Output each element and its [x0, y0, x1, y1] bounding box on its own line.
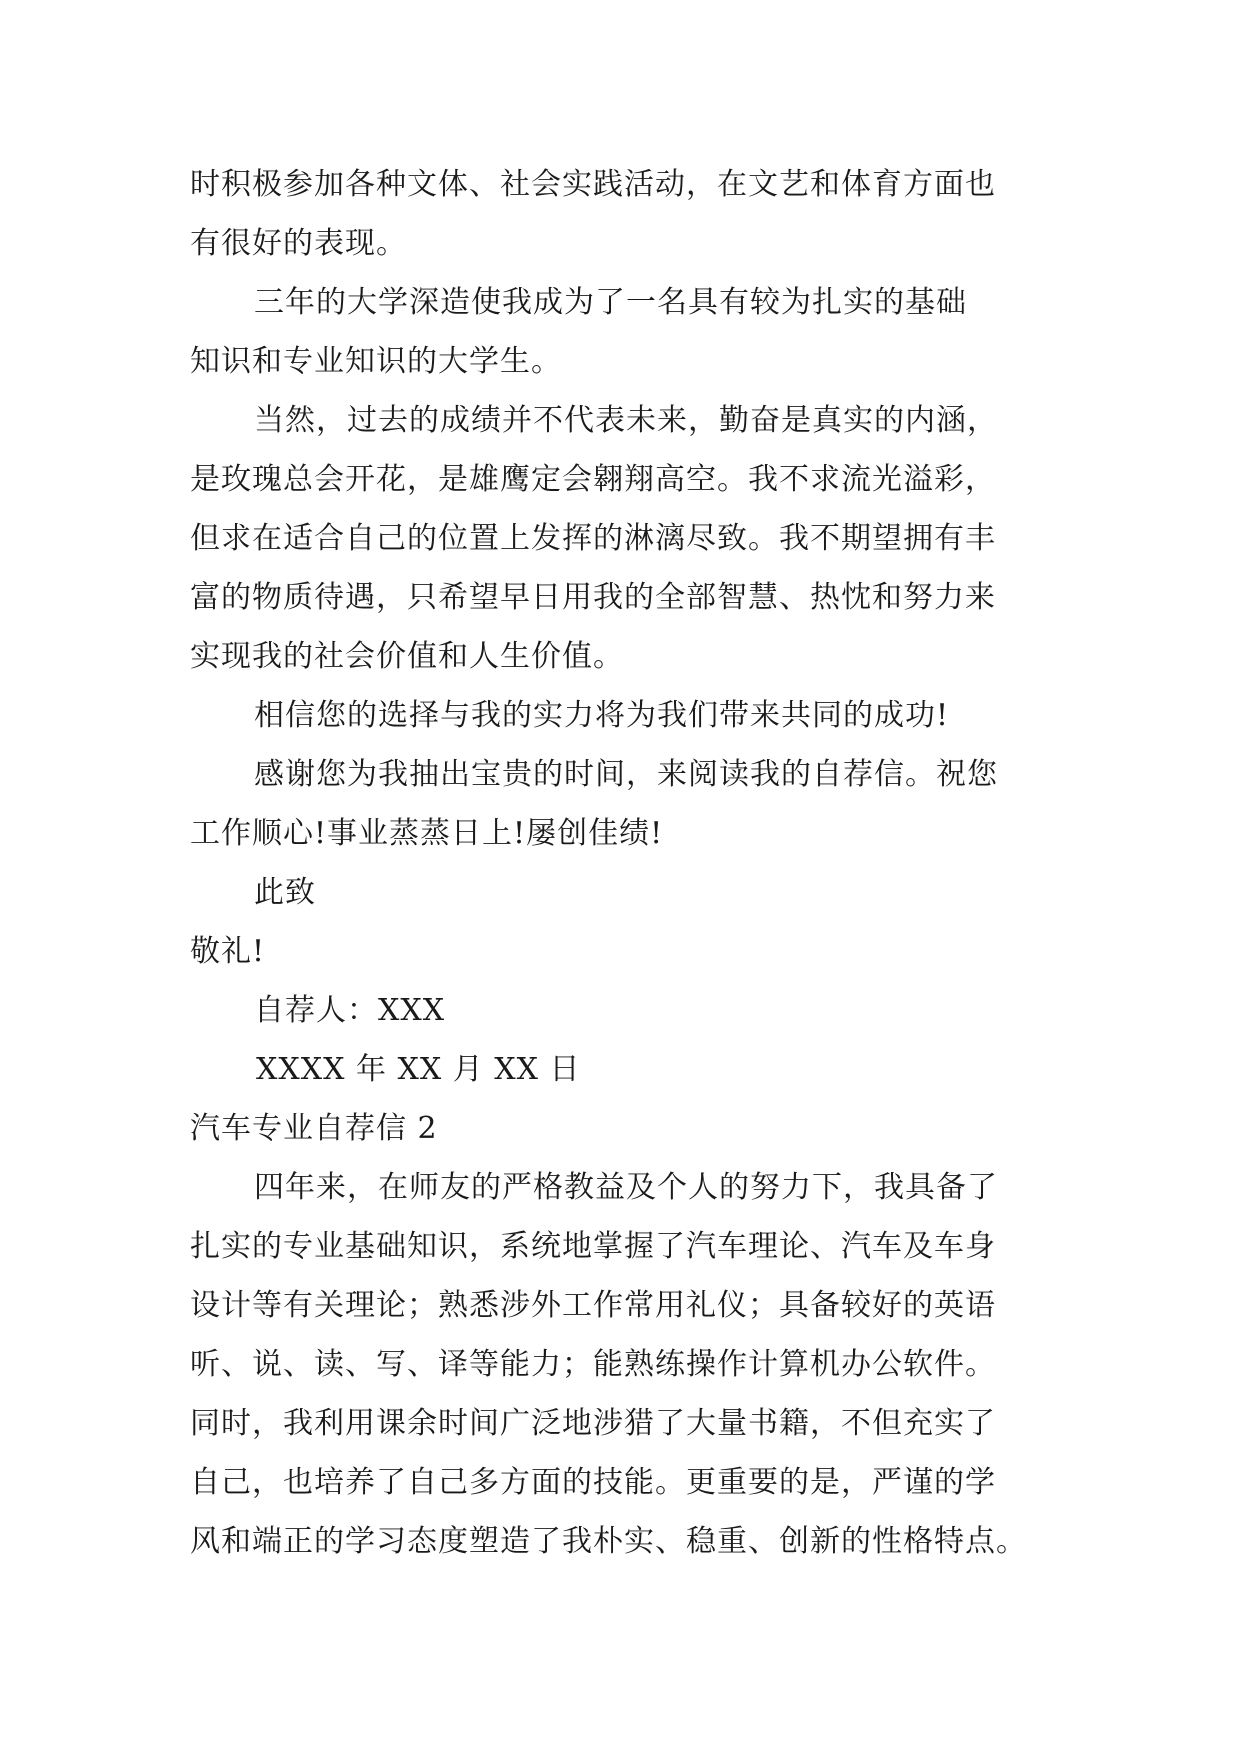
body-text-line: 工作顺心!事业蒸蒸日上!屡创佳绩!	[190, 816, 664, 851]
body-text-line: 四年来，在师友的严格教益及个人的努力下，我具备了	[254, 1170, 998, 1205]
body-text-line: 实现我的社会价值和人生价值。	[190, 639, 624, 674]
body-text-line: 风和端正的学习态度塑造了我朴实、稳重、创新的性格特点。	[190, 1524, 1027, 1559]
body-text-line: 是玫瑰总会开花，是雄鹰定会翱翔高空。我不求流光溢彩，	[190, 462, 996, 497]
body-text-line: 时积极参加各种文体、社会实践活动，在文艺和体育方面也	[190, 167, 996, 202]
signature-line: 自荐人：XXX	[254, 993, 446, 1028]
body-text-line: 感谢您为我抽出宝贵的时间，来阅读我的自荐信。祝您	[254, 757, 998, 792]
body-text-line: 知识和专业知识的大学生。	[190, 344, 562, 379]
body-text-line: 同时，我利用课余时间广泛地涉猎了大量书籍，不但充实了	[190, 1406, 996, 1441]
body-text-line: 设计等有关理论；熟悉涉外工作常用礼仪；具备较好的英语	[190, 1288, 996, 1323]
body-text-line: 有很好的表现。	[190, 226, 407, 261]
date-line: XXXX 年 XX 月 XX 日	[256, 1052, 581, 1087]
body-text-line: 相信您的选择与我的实力将为我们带来共同的成功!	[254, 698, 950, 733]
body-text-line: 富的物质待遇，只希望早日用我的全部智慧、热忱和努力来	[190, 580, 996, 615]
salutation-line: 敬礼!	[190, 934, 266, 969]
body-text-line: 听、说、读、写、译等能力；能熟练操作计算机办公软件。	[190, 1347, 996, 1382]
body-text-line: 当然，过去的成绩并不代表未来，勤奋是真实的内涵，	[254, 403, 998, 438]
body-text-line: 自己，也培养了自己多方面的技能。更重要的是，严谨的学	[190, 1465, 996, 1500]
body-text-line: 但求在适合自己的位置上发挥的淋漓尽致。我不期望拥有丰	[190, 521, 996, 556]
closing-line: 此致	[254, 875, 316, 910]
body-text-line: 扎实的专业基础知识，系统地掌握了汽车理论、汽车及车身	[190, 1229, 996, 1264]
body-text-line: 三年的大学深造使我成为了一名具有较为扎实的基础	[254, 285, 967, 320]
section-heading: 汽车专业自荐信 2	[190, 1111, 438, 1146]
